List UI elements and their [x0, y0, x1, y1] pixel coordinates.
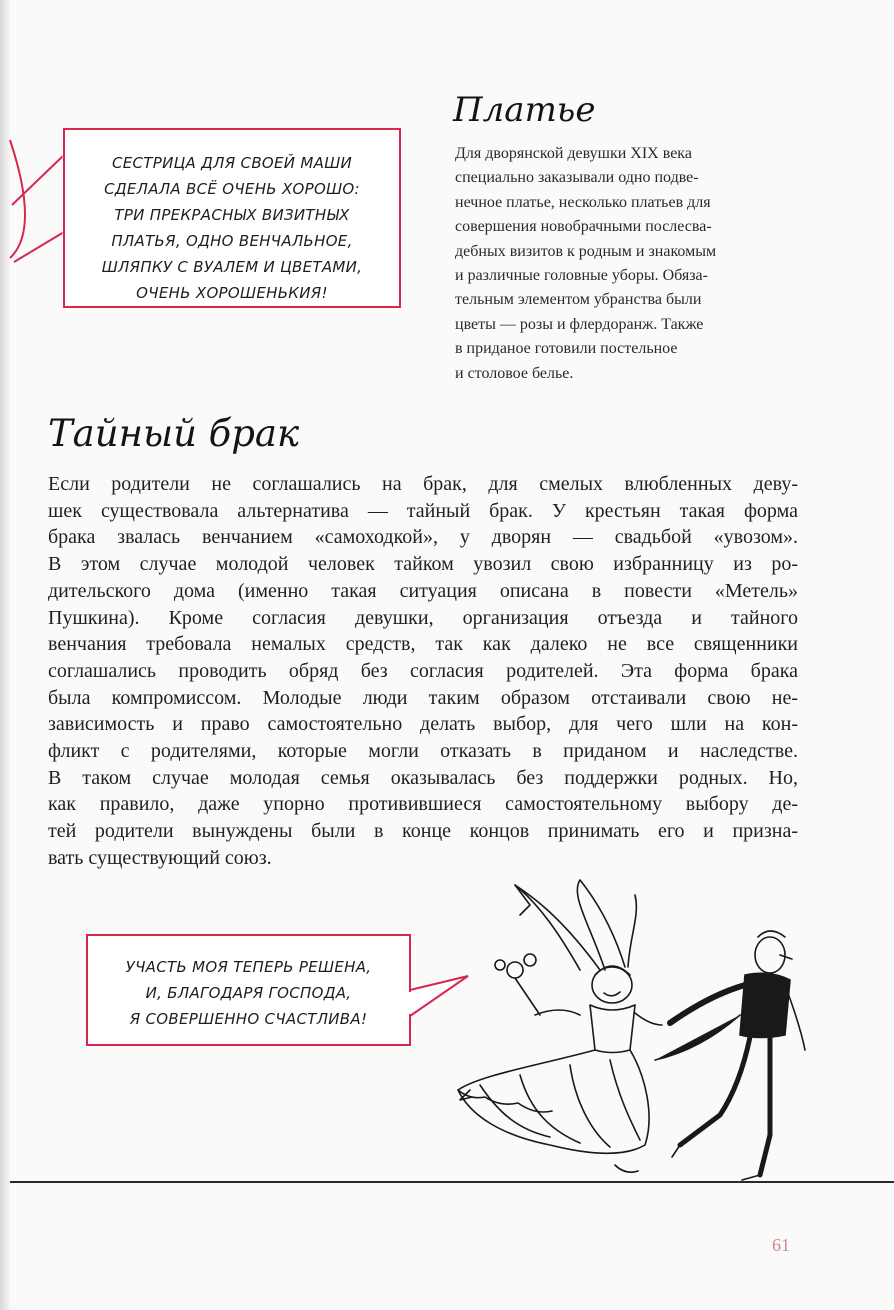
section-heading-dress: Платье	[453, 90, 596, 130]
paragraph-line: В этом случае молодой человек тайком увозил свою избранницу из ро-	[48, 553, 798, 576]
section-heading-secret-marriage: Тайный брак	[48, 412, 300, 455]
paragraph-line: шек существовала альтернатива — тайный брак. У крестьян такая форма	[48, 499, 798, 522]
bubble-line: СЕСТРИЦА ДЛЯ СВОЕЙ МАШИ	[111, 154, 353, 172]
bubble-line: ТРИ ПРЕКРАСНЫХ ВИЗИТНЫХ	[114, 206, 350, 224]
paragraph-line: совершения новобрачными послесва-	[455, 218, 712, 236]
paragraph-line: соглашались проводить обряд без согласия родителей. Эта форма брака	[48, 659, 798, 682]
paragraph-line: Пушкина). Кроме согласия девушки, организация отъезда и тайного	[48, 606, 798, 629]
paragraph-line: тей родители вынуждены были в конце концов принимать его и призна-	[48, 820, 798, 843]
paragraph-line: В таком случае молодая семья оказывалась без поддержки родных. Но,	[48, 766, 798, 789]
paragraph-line: брака звалась венчанием «самоходкой», у дворян — свадьбой «увозом».	[48, 526, 798, 549]
bubble-line: СДЕЛАЛА ВСЁ ОЧЕНЬ ХОРОШО:	[104, 180, 360, 198]
bubble-line: И, БЛАГОДАРЯ ГОСПОДА,	[145, 984, 352, 1002]
page-number: 61	[772, 1235, 790, 1255]
bubble-line: ПЛАТЬЯ, ОДНО ВЕНЧАЛЬНОЕ,	[111, 232, 353, 250]
paragraph-line: в приданое готовили постельное	[455, 340, 678, 358]
paragraph-line: тельным элементом убранства были	[455, 291, 702, 309]
paragraph-line: Если родители не соглашались на брак, для смелых влюбленных деву-	[48, 473, 798, 495]
paragraph-line: зависимость и право самостоятельно делать выбор, для чего шли на кон-	[48, 713, 798, 736]
paragraph-line: специально заказывали одно подве-	[455, 169, 699, 187]
floor-line	[10, 1181, 894, 1183]
paragraph-line: венчания требовала немалых средств, так как далеко не все священники	[48, 633, 798, 656]
bubble-line: УЧАСТЬ МОЯ ТЕПЕРЬ РЕШЕНА,	[125, 958, 372, 976]
bubble-line: Я СОВЕРШЕННО СЧАСТЛИВА!	[129, 1010, 368, 1028]
paragraph-line: как правило, даже упорно противившиеся самостоятельному выбору де-	[48, 793, 798, 816]
paragraph-line: цветы — розы и флердоранж. Также	[455, 315, 704, 333]
eloping-couple-illustration	[440, 875, 820, 1185]
paragraph-line: и различные головные уборы. Обяза-	[455, 267, 708, 285]
paragraph-line: Для дворянской девушки XIX века	[455, 145, 692, 162]
paragraph-line: фликт с родителями, которые могли отказать в приданом и наследстве.	[48, 740, 798, 763]
paragraph-line: дительского дома (именно такая ситуация описана в повести «Метель»	[48, 579, 798, 602]
paragraph-line: дебных визитов к родным и знакомым	[455, 242, 717, 260]
paragraph-line: и столовое белье.	[455, 364, 574, 382]
paragraph-line: нечное платье, несколько платьев для	[455, 193, 711, 211]
paragraph-line: вать существующий союз.	[48, 846, 272, 869]
bubble-line: ОЧЕНЬ ХОРОШЕНЬКИЯ!	[136, 284, 328, 302]
paragraph-line: была компромиссом. Молодые люди таким образом отстаивали свою не-	[48, 686, 798, 709]
bubble-line: ШЛЯПКУ С ВУАЛЕМ И ЦВЕТАМИ,	[101, 258, 363, 276]
